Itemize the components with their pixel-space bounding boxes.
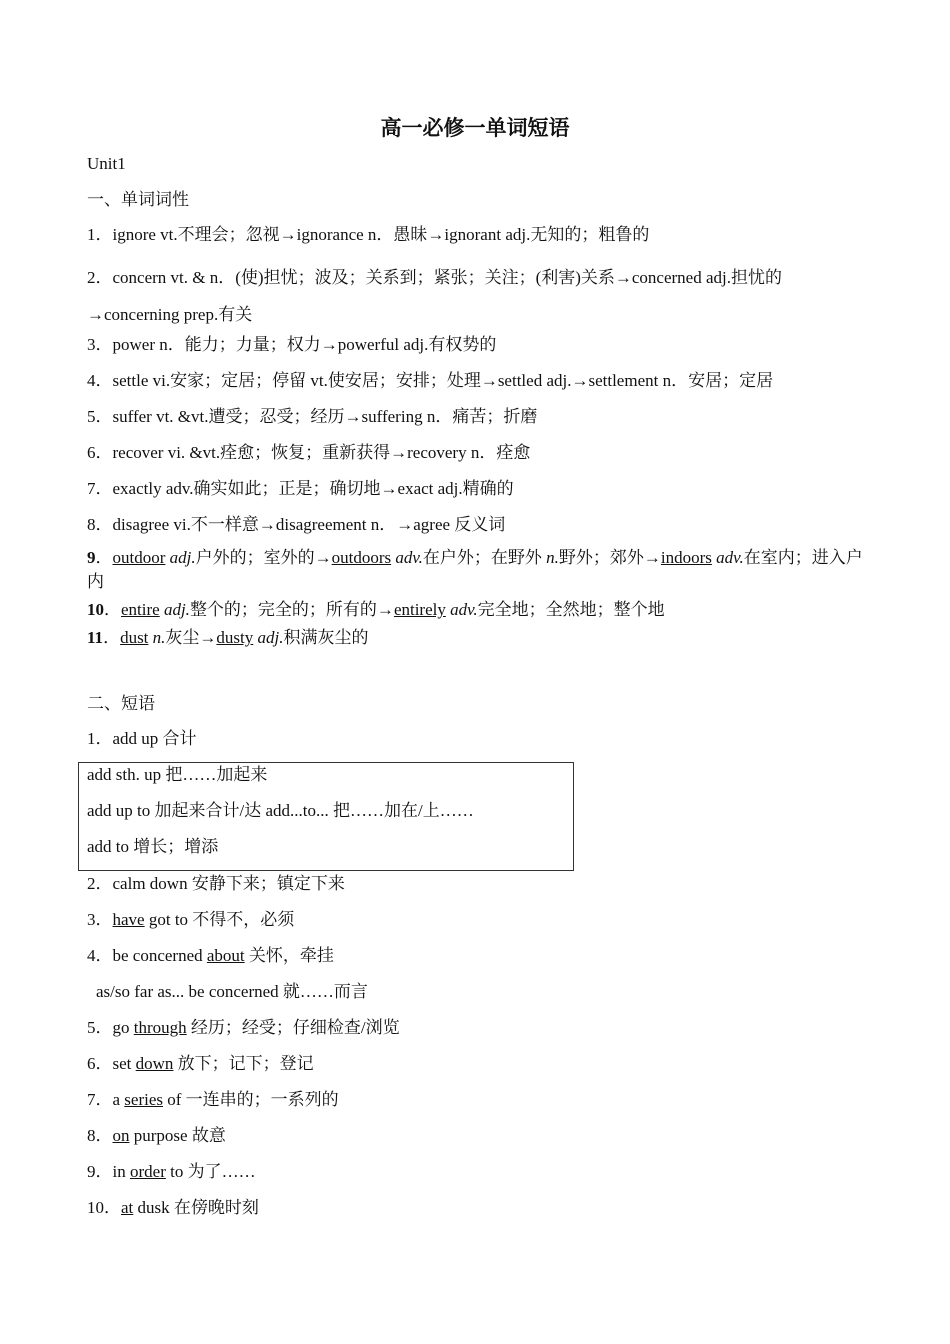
word-entry-3: 3．power n．能力；力量；权力→powerful adj.有权势的 <box>87 335 497 354</box>
part-of-speech: adj. <box>163 600 190 619</box>
entry-number: 11 <box>87 628 104 647</box>
entry-word: outdoor <box>112 548 166 567</box>
word-entry-6: 6．recover vi. &vt.痊愈；恢复；重新获得→recovery n．痊愈 <box>87 443 531 462</box>
definition: 户外的；室外的→ <box>195 548 332 567</box>
related-word: entirely <box>393 600 446 619</box>
phrase-entry-4: 4．be concerned about 关怀，牵挂 <box>87 946 334 965</box>
page-title: 高一必修一单词短语 <box>380 115 570 140</box>
definition: 在户外；在野外 <box>422 548 542 567</box>
related-word: dusty <box>216 628 254 647</box>
part-of-speech: adv. <box>450 600 478 619</box>
phrase-entry-5: 5．go through 经历；经受；仔细检查/浏览 <box>87 1018 400 1037</box>
part-of-speech: adv. <box>716 548 744 567</box>
definition: 灰尘→ <box>165 628 217 647</box>
section-heading-words: 一、单词词性 <box>87 190 189 209</box>
part-of-speech: adj. <box>257 628 284 647</box>
phrase-entry-7: 7．a series of 一连串的；一系列的 <box>87 1090 339 1109</box>
definition: 在室内；进入户内 <box>87 548 863 591</box>
word-entry-9: 9．outdoor adj.户外的；室外的→outdoors adv.在户外；在野外 n.野外；郊外→indoors adv.在室内；进入户内 <box>87 548 863 591</box>
section-heading-phrases: 二、短语 <box>87 694 155 713</box>
entry-word: dust <box>120 628 149 647</box>
phrase-entry-8: 8．on purpose 故意 <box>87 1126 226 1145</box>
definition: 积满灰尘的 <box>283 628 369 647</box>
definition: 整个的；完全的；所有的→ <box>189 600 394 619</box>
box-line-2: add up to 加起来合计/达 add...to... 把……加在/上…… <box>87 801 474 820</box>
phrase-entry-10: 10．at dusk 在傍晚时刻 <box>87 1198 259 1217</box>
word-entry-4: 4．settle vi.安家；定居；停留 vt.使安居；安排；处理→settled adj.→settlement n．安居；定居 <box>87 371 774 390</box>
part-of-speech: adv. <box>395 548 423 567</box>
phrase-entry-4-extra: as/so far as... be concerned 就……而言 <box>96 982 368 1001</box>
definition: 完全地；全然地；整个地 <box>477 600 665 619</box>
word-entry-11: 11．dust n.灰尘→dusty adj.积满灰尘的 <box>87 628 369 647</box>
part-of-speech: n. <box>152 628 166 647</box>
part-of-speech: adj. <box>169 548 196 567</box>
word-entry-7: 7．exactly adv.确实如此；正是；确切地→exact adj.精确的 <box>87 479 514 498</box>
entry-number: 10 <box>87 600 104 619</box>
phrase-entry-3: 3．have got to 不得不，必须 <box>87 910 295 929</box>
word-entry-5: 5．suffer vt. &vt.遭受；忍受；经历→suffering n．痛苦；折磨 <box>87 407 538 426</box>
phrase-entry-2: 2．calm down 安静下来；镇定下来 <box>87 874 345 893</box>
related-word: outdoors <box>331 548 392 567</box>
word-entry-8: 8．disagree vi.不一样意→disagreement n．→agree 反义词 <box>87 515 506 534</box>
entry-number: 9 <box>87 548 96 567</box>
unit-heading: Unit1 <box>87 154 126 173</box>
word-entry-2: 2．concern vt. & n．(使)担忧；波及；关系到；紧张；关注；(利害)关系→concerned adj.担忧的→concerning prep.有关 <box>87 268 782 324</box>
related-word: indoors <box>660 548 712 567</box>
word-entry-10: 10．entire adj.整个的；完全的；所有的→entirely adv.完全地；全然地；整个地 <box>87 600 665 619</box>
definition: 野外；郊外→ <box>558 548 661 567</box>
part-of-speech: n. <box>546 548 559 567</box>
entry-word: entire <box>121 600 160 619</box>
word-entry-1: 1．ignore vt.不理会；忽视→ignorance n．愚昧→ignorant adj.无知的；粗鲁的 <box>87 225 650 244</box>
box-line-1: add sth. up 把……加起来 <box>87 765 268 784</box>
box-line-3: add to 增长；增添 <box>87 837 219 856</box>
phrase-entry-1: 1．add up 合计 <box>87 729 197 748</box>
phrase-entry-9: 9．in order to 为了…… <box>87 1162 256 1181</box>
phrase-entry-6: 6．set down 放下；记下；登记 <box>87 1054 314 1073</box>
